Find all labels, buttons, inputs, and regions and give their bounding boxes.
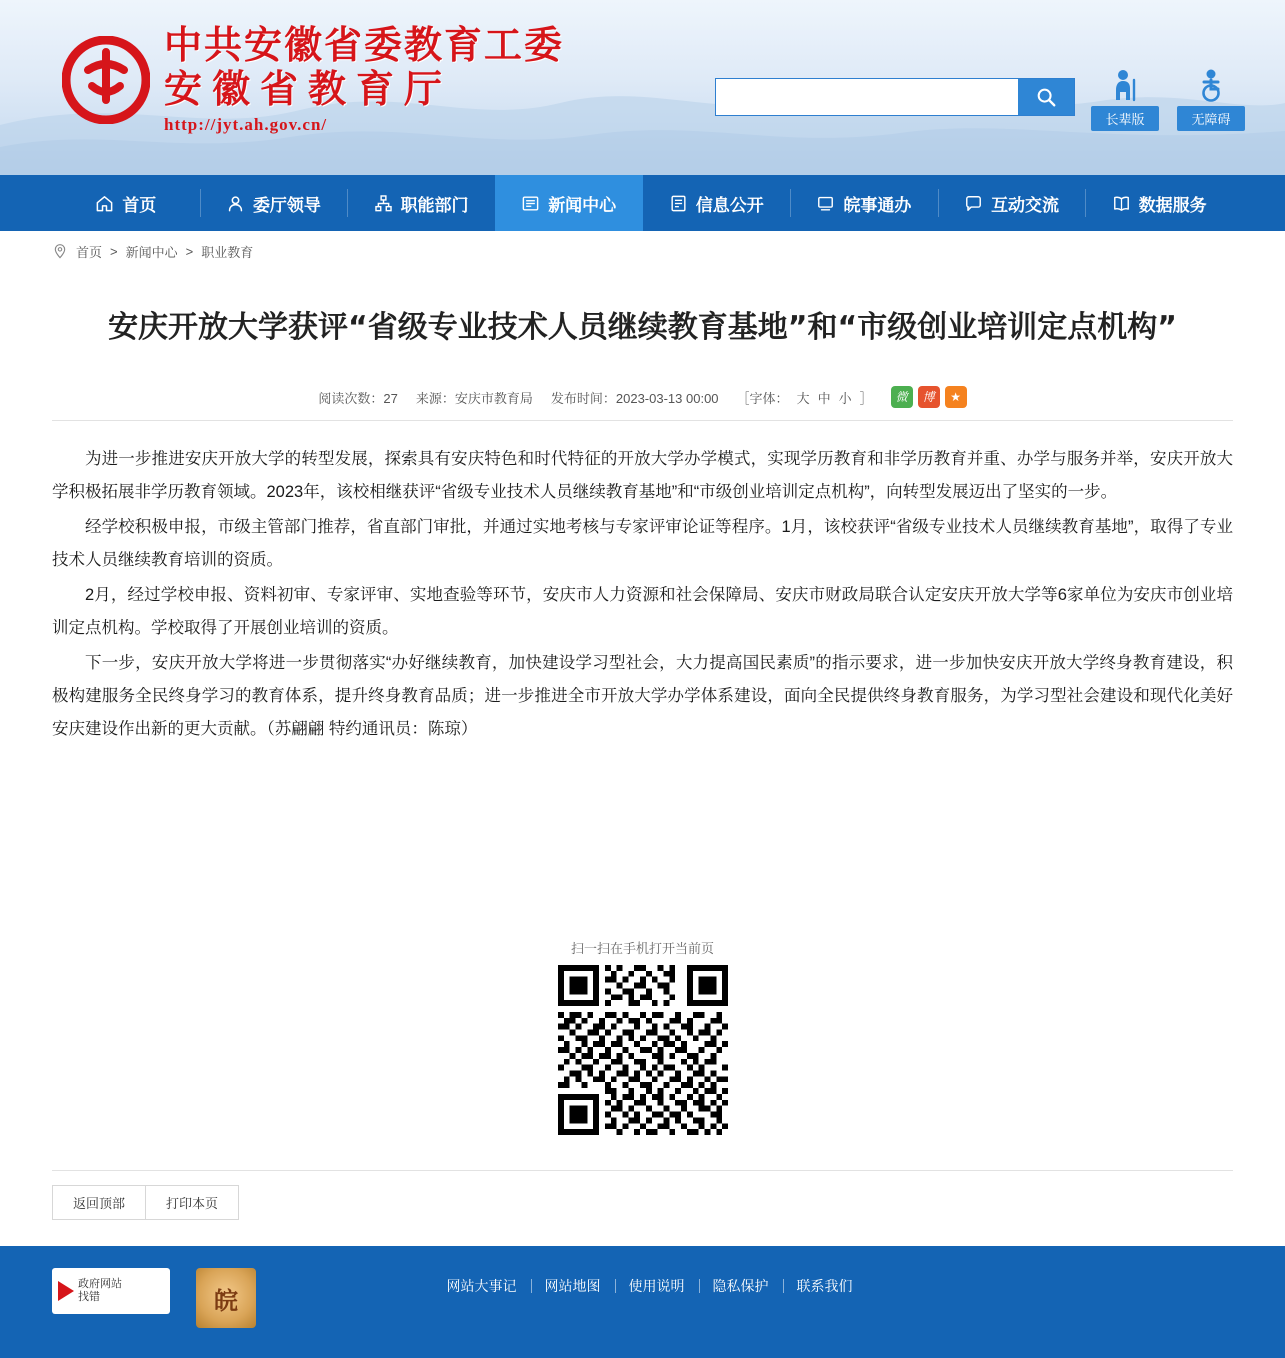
font-size-label-end: ］ xyxy=(859,390,873,406)
accessibility-icon xyxy=(1177,62,1245,102)
publish-time-meta: 发布时间：2023-03-13 00:00 xyxy=(550,390,719,406)
font-size-label: ［字体： xyxy=(736,390,789,406)
font-size-small[interactable]: 小 xyxy=(838,390,852,406)
elderly-version-label: 长辈版 xyxy=(1091,106,1159,131)
page-title: 安庆开放大学获评“省级专业技术人员继续教育基地”和“市级创业培训定点机构” xyxy=(108,310,1177,346)
footer-links xyxy=(256,1264,1043,1296)
chat-icon xyxy=(964,194,983,213)
article-body xyxy=(52,421,1233,758)
article-paragraph: 经学校积极申报，市级主管部门推荐，省直部门审批，并通过实地考核与专家评审论证等程序。1月，该校获评“省级专业技术人员继续教育基地”，取得了专业技术人员继续教育培训的资质。 xyxy=(52,518,1233,570)
location-pin-icon xyxy=(52,243,68,259)
article-paragraph: 2月，经过学校申报、资料初审、专家评审、实地查验等环节，安庆市人力资源和社会保障局、安庆市财政局联合认定安庆开放大学等6家单位为安庆市创业培训定点机构。学校取得了开展创业培训的资质。 xyxy=(52,586,1233,638)
news-icon xyxy=(521,194,540,213)
document-icon xyxy=(669,194,688,213)
source-meta: 来源：安庆市教育局 xyxy=(415,390,533,406)
home-icon xyxy=(95,194,114,213)
footer-link-contact[interactable]: 联系我们 xyxy=(783,1276,867,1296)
gov-seal-badge[interactable]: 皖 xyxy=(196,1268,256,1328)
share-icons xyxy=(891,386,967,408)
nav-item-interaction[interactable] xyxy=(938,175,1086,231)
accessibility-label: 无障碍 xyxy=(1177,106,1245,131)
footer-link-milestones[interactable]: 网站大事记 xyxy=(446,1278,517,1295)
nav-label-interaction: 互动交流 xyxy=(991,195,1060,215)
weibo-share-icon[interactable] xyxy=(918,386,940,408)
nav-label-service: 皖事通办 xyxy=(843,195,912,215)
footer-badges xyxy=(52,1264,256,1328)
leader-icon xyxy=(226,194,245,213)
article-paragraph: 为进一步推进安庆开放大学的转型发展，探索具有安庆特色和时代特征的开放大学办学模式，实现学历教育和非学历教育并重、办学与服务并举，安庆开放大学积极拓展非学历教育领域。2023年，该校相继获评“省级专业技术人员继续教育基地”和“市级创业培训定点机构”，向转型发展迈出了坚实的一步。 xyxy=(52,450,1233,502)
article-container xyxy=(0,291,1285,1246)
nav-label-news-center: 新闻中心 xyxy=(548,195,617,215)
back-to-top-button[interactable]: 返回顶部 xyxy=(52,1185,146,1220)
breadcrumb xyxy=(0,231,1285,271)
article-paragraph: 下一步，安庆开放大学将进一步贯彻落实“办好继续教育，加快建设学习型社会，大力提高国民素质”的指示要求，进一步加快安庆开放大学终身教育建设，积极构建服务全民终身学习的教育体系，提升终身教育品质；进一步推进全市开放大学办学体系建设，面向全民提供终身教育服务，为学习型社会建设和现代化美好安庆建设作出新的更大贡献。（苏翩翩 特约通讯员：陈琼） xyxy=(52,654,1233,739)
nav-label-leaders: 委厅领导 xyxy=(252,195,321,215)
logo-line-1: 中共安徽省委教育工委 xyxy=(164,23,565,67)
nav-label-departments: 职能部门 xyxy=(400,195,469,215)
font-size-large[interactable]: 大 xyxy=(796,390,810,406)
font-size-medium[interactable]: 中 xyxy=(817,390,831,406)
qr-code-image xyxy=(558,965,728,1135)
logo-url: http://jyt.ah.gov.cn/ xyxy=(164,115,328,134)
data-icon xyxy=(1112,194,1131,213)
favorite-share-icon[interactable] xyxy=(945,386,967,408)
play-triangle-icon xyxy=(58,1281,74,1301)
print-page-button[interactable]: 打印本页 xyxy=(145,1185,239,1220)
nav-item-service[interactable] xyxy=(790,175,938,231)
footer-link-privacy[interactable]: 隐私保护 xyxy=(699,1276,783,1296)
footer-link-instructions[interactable]: 使用说明 xyxy=(615,1276,699,1296)
accessibility-button[interactable] xyxy=(1177,62,1245,131)
site-logo[interactable] xyxy=(62,23,565,134)
site-header xyxy=(0,0,1285,175)
wechat-share-icon[interactable] xyxy=(891,386,913,408)
nav-item-news-center[interactable] xyxy=(495,175,643,231)
source-value: 安庆市教育局 xyxy=(454,390,533,406)
elderly-version-button[interactable] xyxy=(1091,62,1159,131)
breadcrumb-separator-2: > xyxy=(185,243,194,259)
education-emblem-icon xyxy=(62,36,150,124)
nav-label-information-disclosure: 信息公开 xyxy=(695,195,764,215)
views-count: 27 xyxy=(383,390,398,406)
site-footer xyxy=(0,1246,1285,1358)
views-meta: 阅读次数：27 xyxy=(318,390,398,406)
department-icon xyxy=(374,194,393,213)
article-meta xyxy=(52,386,1233,421)
nav-item-leaders[interactable] xyxy=(200,175,348,231)
header-tools xyxy=(1091,62,1245,131)
breadcrumb-item-news-center[interactable]: 新闻中心 xyxy=(125,244,178,260)
qr-caption: 扫一扫在手机打开当前页 xyxy=(570,941,714,957)
search-input[interactable] xyxy=(716,79,1018,115)
nav-item-departments[interactable] xyxy=(347,175,495,231)
nav-item-home[interactable] xyxy=(52,175,200,231)
logo-line-2: 安徽省教育厅 xyxy=(164,67,453,111)
search-box[interactable] xyxy=(715,78,1075,116)
search-icon xyxy=(1035,86,1057,108)
search-button[interactable] xyxy=(1018,79,1074,115)
gov-website-badge[interactable] xyxy=(52,1268,170,1314)
publish-time-value: 2023-03-13 00:00 xyxy=(615,390,719,406)
footer-link-sitemap[interactable]: 网站地图 xyxy=(531,1276,615,1296)
main-navigation xyxy=(0,175,1285,231)
elderly-icon xyxy=(1091,62,1159,102)
service-icon xyxy=(816,194,835,213)
nav-item-information-disclosure[interactable] xyxy=(643,175,791,231)
breadcrumb-separator-1: > xyxy=(110,243,118,259)
breadcrumb-item-vocational-education[interactable]: 职业教育 xyxy=(201,244,254,260)
nav-label-home: 首页 xyxy=(122,195,157,215)
nav-item-data-service[interactable] xyxy=(1085,175,1233,231)
gov-website-badge-text: 政府网站 找错 xyxy=(78,1278,122,1304)
breadcrumb-item-home[interactable]: 首页 xyxy=(76,244,103,260)
font-size-switcher xyxy=(737,388,873,407)
qr-code-area xyxy=(52,758,1233,1170)
nav-label-data-service: 数据服务 xyxy=(1138,195,1207,215)
article-footer-actions xyxy=(52,1170,1233,1246)
